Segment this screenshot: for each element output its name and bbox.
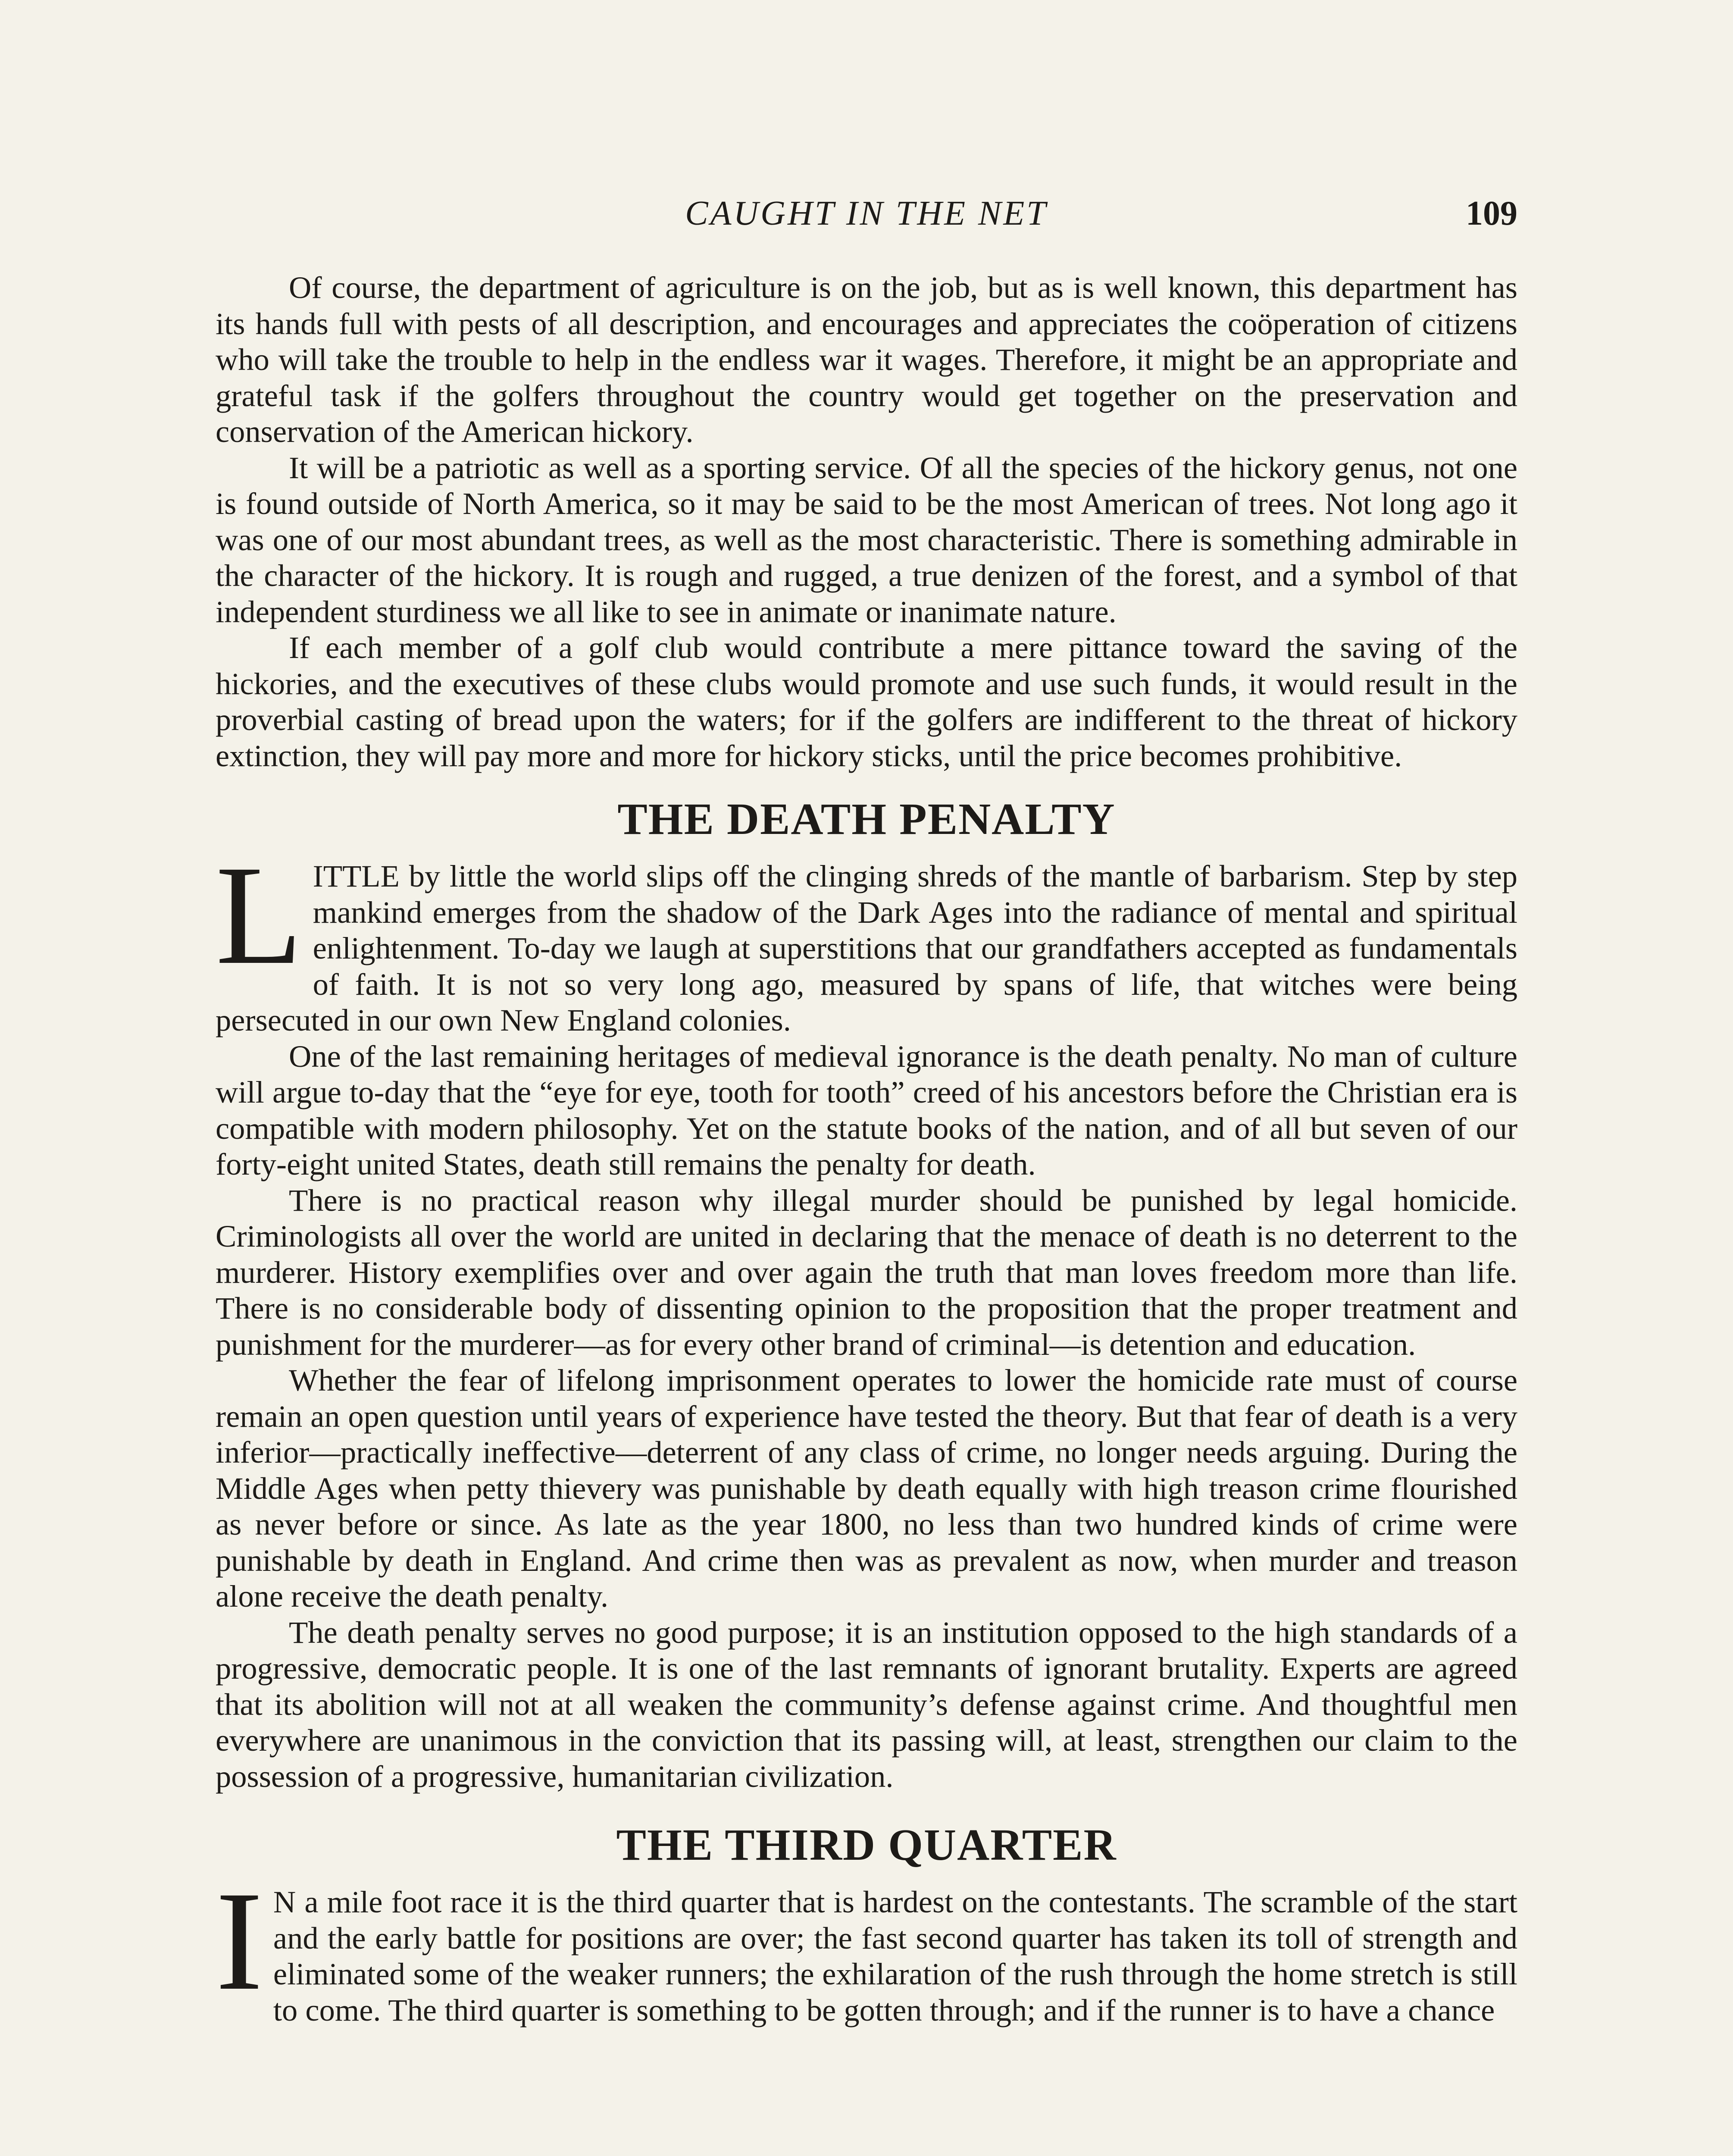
opening-paragraph <box>216 837 1517 1038</box>
running-title: CAUGHT IN THE NET <box>685 194 1048 232</box>
section-heading: THE THIRD QUARTER <box>616 1820 1117 1870</box>
body-paragraph: Of course, the department of agriculture is on the job, but as is well known, this department has its hands full with pests of all description, and encourages and appreciates the coöperation of citizens who will take the trouble to help in the endless war it wages. Therefore, it might be an appropriate and grateful task if the golfers throughout the country would get together on the preservation and conservation of the American hickory. <box>216 270 1517 449</box>
body-paragraph: Whether the fear of lifelong imprisonment operates to lower the homicide rate must of course remain an open question until years of experience have tested the theory. But that fear of death is a very inferior—practically ineffective—deterrent of any class of crime, no longer needs arguing. During the Middle Ages when petty thievery was punishable by death equally with high treason crime flourished as never before or since. As late as the year 1800, no less than two hundred kinds of crime were punishable by death in England. And crime then was as prevalent as now, when murder and treason alone receive the death penalty. <box>216 1363 1517 1614</box>
article-content <box>216 270 1517 2028</box>
body-paragraph: If each member of a golf club would contribute a mere pittance toward the saving of the hickories, and the executives of these clubs would promote and use such funds, it would result in the proverbial casting of bread upon the waters; for if the golfers are indifferent to the threat of hickory extinction, they will pay more and more for hickory sticks, until the price becomes prohibitive. <box>216 630 1517 773</box>
opening-paragraph-text: N a mile foot race it is the third quarter that is hardest on the contestants. The scramble of the start and the early battle for positions are over; the fast second quarter has taken its toll of strength and eliminated some of the weaker runners; the exhilaration of the rush through the home stretch is still to come. The third quarter is something to be gotten through; and if the runner is to have a chance <box>273 1884 1517 2028</box>
drop-cap: L <box>216 837 303 994</box>
opening-paragraph <box>216 1862 1517 2028</box>
section-heading: THE DEATH PENALTY <box>617 794 1116 844</box>
body-paragraph: The death penalty serves no good purpose; it is an institution opposed to the high standards of a progressive, democratic people. It is one of the last remnants of ignorant brutality. Experts are agreed that its abolition will not at all weaken the community’s defense against crime. And thoughtful men everywhere are unanimous in the conviction that its passing will, at least, strengthen our claim to the possession of a progressive, humanitarian civilization. <box>216 1614 1517 1794</box>
running-head <box>216 190 1517 237</box>
body-paragraph: There is no practical reason why illegal murder should be punished by legal homicide. Criminologists all over the world are united in declaring that the menace of death is no deterrent to the murderer. History exemplifies over and over again the truth that man loves freedom more than life. There is no considerable body of dissenting opinion to the proposition that the proper treatment and punishment for the murderer—as for every other brand of criminal—is detention and education. <box>216 1182 1517 1362</box>
page-number: 109 <box>1466 194 1517 232</box>
hickory-section <box>216 270 1517 774</box>
body-paragraph: One of the last remaining heritages of medieval ignorance is the death penalty. No man of culture will argue to-day that the “eye for eye, tooth for tooth” creed of his ancestors before the Christian era is compatible with modern philosophy. Yet on the statute books of the nation, and of all but seven of our forty-eight united States, death still remains the penalty for death. <box>216 1038 1517 1181</box>
drop-cap: I <box>216 1862 263 2020</box>
body-paragraph: It will be a patriotic as well as a sporting service. Of all the species of the hickory genus, not one is found outside of North America, so it may be said to be the most American of trees. Not long ago it was one of our most abundant trees, as well as the most characteristic. There is something admirable in the character of the hickory. It is rough and rugged, a true denizen of the forest, and a symbol of that independent sturdiness we all like to see in animate or inanimate nature. <box>216 450 1517 629</box>
opening-paragraph-text: ITTLE by little the world slips off the clinging shreds of the mantle of barbarism. Step by step mankind emerges from the shadow of the Dark Ages into the radiance of mental and spiritual enlightenment. To-day we laugh at superstitions that our grandfathers accepted as fundamentals of faith. It is not so very long ago, measured by spans of life, that witches were being persecuted in our own New England colonies. <box>216 859 1517 1037</box>
death-penalty-section <box>216 789 1517 1794</box>
third-quarter-section <box>216 1815 1517 2028</box>
